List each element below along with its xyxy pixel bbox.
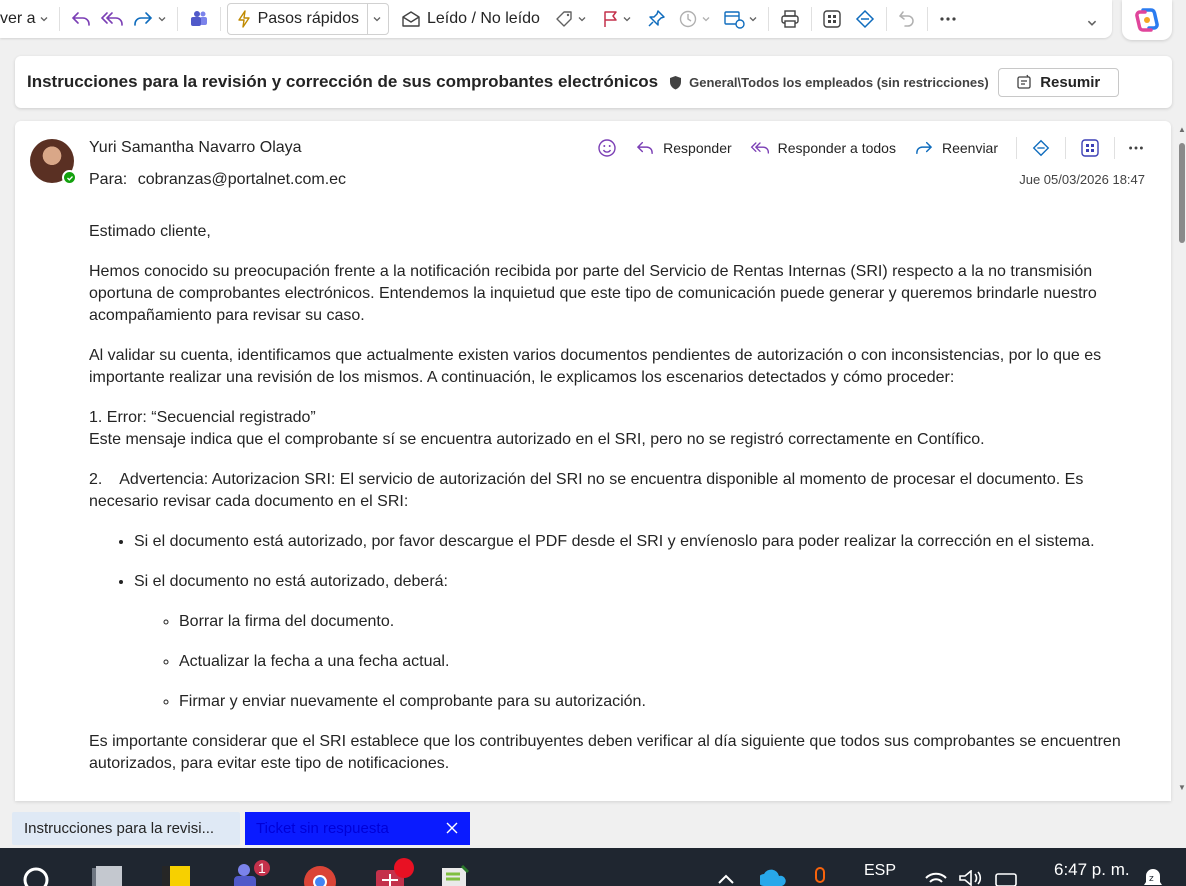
- quick-steps-dropdown[interactable]: [367, 4, 382, 34]
- reply-all-icon: [100, 10, 124, 28]
- numbered-item-2: 2. Advertencia: Autorizacion SRI: El servicio de autorización del SRI no se encuentra disponible al momento de procesar el documento. Es necesario revisar cada documento en el SRI:: [89, 471, 1088, 510]
- language-indicator[interactable]: ESP: [864, 862, 897, 879]
- sender-avatar[interactable]: [30, 139, 74, 183]
- snooze-button[interactable]: [674, 4, 715, 34]
- forward-toolbar-button[interactable]: [128, 4, 171, 34]
- task-view-icon[interactable]: [88, 866, 124, 886]
- message-body: [89, 221, 1149, 793]
- chevron-down-icon: [157, 14, 167, 24]
- reply-all-icon: [750, 140, 770, 156]
- forward-icon: [132, 10, 154, 28]
- chevron-down-icon: [622, 14, 632, 24]
- reading-pane: [15, 121, 1171, 801]
- windows-taskbar: [0, 848, 1186, 886]
- sub-list: [179, 611, 1149, 713]
- battery-icon[interactable]: [994, 872, 1020, 886]
- greeting: Estimado cliente,: [89, 223, 211, 240]
- undo-icon: [897, 9, 917, 29]
- chevron-down-icon: [701, 14, 711, 24]
- reply-all-button[interactable]: [750, 140, 896, 156]
- teams-icon: [188, 9, 210, 29]
- tag-icon: [554, 9, 574, 29]
- microphone-icon[interactable]: [812, 866, 828, 886]
- forward-icon: [914, 140, 934, 156]
- forward-label: Reenviar: [941, 140, 998, 156]
- presence-available-icon: [62, 170, 77, 185]
- chevron-down-icon: [577, 14, 587, 24]
- more-options-button[interactable]: [934, 4, 962, 34]
- sensitivity-label[interactable]: [669, 75, 989, 90]
- paragraph: Es importante considerar que el SRI establece que los contribuyentes deben verificar al día siguiente que todos sus comprobantes se encuentren autorizados, para evitar este tipo de notificaciones.: [89, 733, 1121, 772]
- reply-all-toolbar-button[interactable]: [96, 4, 128, 34]
- reply-icon: [70, 10, 92, 28]
- flag-button[interactable]: [597, 4, 636, 34]
- item-text: Este mensaje indica que el comprobante sí se encuentra autorizado en el SRI, pero no se registró correctamente en Contífico.: [89, 431, 985, 448]
- summary-icon: [1016, 74, 1032, 90]
- tab-ticket[interactable]: [245, 812, 470, 845]
- scroll-down-icon[interactable]: ▼: [1178, 783, 1186, 792]
- notifications-icon[interactable]: [1140, 866, 1166, 886]
- emoji-reaction-button[interactable]: [597, 138, 617, 158]
- list-item: • Si el documento está autorizado, por favor descargue el PDF desde el SRI y envíenoslo para poder realizar la corrección en el sistema.: [134, 531, 1149, 553]
- notepad-app-icon[interactable]: [440, 864, 472, 886]
- undo-button[interactable]: [893, 4, 921, 34]
- divider: [1016, 137, 1017, 159]
- reply-button[interactable]: [635, 140, 732, 156]
- reply-toolbar-button[interactable]: [66, 4, 96, 34]
- show-hidden-icons-icon[interactable]: [716, 872, 736, 886]
- viva-insights-button[interactable]: [850, 4, 880, 34]
- rules-icon: [723, 9, 745, 29]
- ribbon-expand-button[interactable]: [1082, 8, 1102, 38]
- app-icon-red[interactable]: [374, 856, 418, 886]
- chrome-icon[interactable]: [302, 864, 338, 886]
- recipients-line: [89, 171, 346, 189]
- teams-badge: 1: [258, 860, 266, 876]
- scrollbar-thumb[interactable]: [1179, 143, 1185, 243]
- view-dropdown[interactable]: [0, 4, 53, 34]
- view-label: ver a: [0, 10, 36, 27]
- sub-list-item: ◦ Actualizar la fecha a una fecha actual.: [179, 651, 1149, 673]
- clock-time[interactable]: 6:47 p. m.: [1054, 860, 1130, 879]
- smiley-icon: [597, 138, 617, 158]
- divider: [927, 7, 928, 31]
- quick-steps-button[interactable]: [227, 3, 389, 35]
- envelope-open-icon: [401, 10, 421, 28]
- scroll-up-icon[interactable]: ▲: [1178, 125, 1186, 134]
- pin-button[interactable]: [642, 4, 670, 34]
- reply-icon: [635, 140, 655, 156]
- list-item-text: Si el documento no está autorizado, deberá:: [134, 573, 448, 590]
- tab-message[interactable]: [12, 812, 240, 845]
- more-icon: [1127, 145, 1145, 151]
- subject-card: [15, 56, 1172, 108]
- rules-button[interactable]: [719, 4, 762, 34]
- divider: [768, 7, 769, 31]
- divider: [177, 7, 178, 31]
- paragraph: Hemos conocido su preocupación frente a la notificación recibida por parte del Servicio de Rentas Internas (SRI) respecto a la no transmisión oportuna de comprobantes electrónicos. Entendemos la inquietud que este tipo de comunicación puede generar y queremos brindarle nuestro acompañamiento para revisar su caso.: [89, 263, 1097, 324]
- chevron-down-icon: [1086, 17, 1098, 29]
- teams-icon[interactable]: [230, 860, 274, 886]
- quick-steps-label: Pasos rápidos: [257, 10, 359, 27]
- message-subject: Instrucciones para la revisión y corrección de sus comprobantes electrónicos: [27, 72, 659, 91]
- copilot-button[interactable]: [1122, 0, 1172, 40]
- search-icon[interactable]: [22, 866, 52, 886]
- list-item: [134, 571, 1149, 713]
- to-label: Para:: [89, 171, 128, 188]
- message-actions: [597, 133, 1153, 163]
- ribbon-toolbar: [0, 0, 1112, 38]
- sender-name[interactable]: Yuri Samantha Navarro Olaya: [89, 139, 302, 156]
- open-items-bar: [0, 806, 1186, 848]
- sensitivity-text: General\Todos los empleados (sin restricciones): [689, 74, 989, 90]
- reply-label: Responder: [663, 140, 732, 156]
- apps-button[interactable]: [1080, 138, 1108, 158]
- more-actions-button[interactable]: [1127, 145, 1153, 151]
- divider: [1114, 137, 1115, 159]
- sub-list-item: ◦ Borrar la firma del documento.: [179, 611, 1149, 633]
- summarize-button[interactable]: [998, 68, 1119, 97]
- chevron-down-icon: [748, 14, 758, 24]
- paragraph: Al validar su cuenta, identificamos que actualmente existen varios documentos pendientes de autorización o con inconsistencias, por lo que es importante realizar una revisión de los mismos. A continuación, le explicamos los escenarios detectados y cómo proceder:: [89, 347, 1102, 386]
- read-unread-button[interactable]: [397, 4, 544, 34]
- chevron-down-icon: [372, 14, 382, 24]
- shield-icon: [669, 75, 682, 90]
- divider: [1065, 137, 1066, 159]
- apps-grid-icon: [822, 9, 842, 29]
- item-title: 1. Error: “Secuencial registrado”: [89, 409, 316, 426]
- vertical-scrollbar[interactable]: [1176, 121, 1186, 801]
- divider: [811, 7, 812, 31]
- print-button[interactable]: [775, 4, 805, 34]
- onedrive-icon[interactable]: [760, 868, 788, 886]
- divider: [886, 7, 887, 31]
- recipient[interactable]: cobranzas@portalnet.com.ec: [137, 171, 347, 188]
- divider: [220, 7, 221, 31]
- reply-all-label: Responder a todos: [777, 140, 896, 156]
- lightning-icon: [236, 10, 252, 28]
- flag-icon: [601, 9, 619, 29]
- message-date: Jue 05/03/2026 18:47: [1019, 172, 1145, 187]
- more-icon: [938, 16, 958, 22]
- summarize-label: Resumir: [1040, 73, 1101, 91]
- sticky-notes-icon[interactable]: [160, 864, 192, 886]
- pin-icon: [646, 9, 666, 29]
- diamond-icon: [1031, 138, 1051, 158]
- divider: [59, 7, 60, 31]
- wifi-icon[interactable]: [924, 870, 948, 886]
- volume-icon[interactable]: [958, 870, 984, 886]
- viva-insights-button[interactable]: [1031, 138, 1059, 158]
- tab-label: Instrucciones para la revisi...: [24, 820, 215, 837]
- tab-label: Ticket sin respuesta: [256, 820, 389, 837]
- sub-list-item: ◦ Firmar y enviar nuevamente el comprobante para su autorización.: [179, 691, 1149, 713]
- forward-button[interactable]: [914, 140, 998, 156]
- bullet-list: [134, 531, 1149, 713]
- categorize-button[interactable]: [550, 4, 591, 34]
- apps-button[interactable]: [818, 4, 846, 34]
- copilot-icon: [1134, 7, 1160, 33]
- read-unread-label: Leído / No leído: [426, 10, 540, 27]
- close-icon[interactable]: [444, 820, 460, 840]
- clock-icon: [678, 9, 698, 29]
- teams-share-button[interactable]: [184, 4, 214, 34]
- numbered-item-1: [89, 407, 1149, 451]
- chevron-down-icon: [39, 14, 49, 24]
- svg-text:z: z: [1149, 874, 1154, 884]
- diamond-icon: [854, 9, 876, 29]
- apps-grid-icon: [1080, 138, 1100, 158]
- printer-icon: [779, 9, 801, 29]
